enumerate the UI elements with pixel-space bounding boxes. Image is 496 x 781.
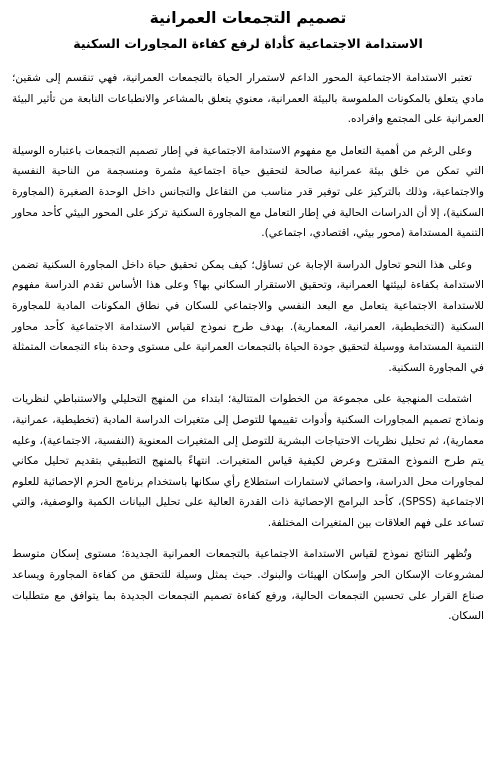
document-subtitle: الاستدامة الاجتماعية كأداة لرفع كفاءة المجاورات السكنية — [73, 36, 423, 51]
document-title: تصميم التجمعات العمرانية — [149, 9, 347, 27]
paragraph-5: وتُظهر النتائج نموذج لقياس الاستدامة الاجتماعية بالتجمعات العمرانية الجديدة؛ مستوى إسكان متوسط لمشروعات الإسكان الحر وإسكان الهيئات والبنوك. حيث يمثل وسيلة للتحقق من كفاءة المجاورة ويساعد صناع القرار على تحسين التجمعات الحالية، ورفع كفاءة تصميم التجمعات الجديدة بما يتوافق مع متطلبات السكان. — [12, 548, 484, 623]
paragraph-3: وعلى هذا النحو تحاول الدراسة الإجابة عن تساؤل؛ كيف يمكن تحقيق حياة داخل المجاورة السكنية تضمن الاستدامة بكفاءة لبيئتها العمرانية، وتحقيق الاستقرار السكاني بها؟ وعلى هذا الأساس تقدم الدراسة مفهوم للاستدامة الاجتماعية يتعامل مع البعد النفسي والاجتماعي للسكان في نطاق المكونات المادية للمجاورة السكنية (التخطيطية، العمرانية، المعمارية). بهدف طرح نموذج لقياس الاستدامة الاجتماعية كأحد محاور التنمية المستدامة ووسيلة لتحقيق جودة الحياة بالتجمعات العمرانية على مستوى وحدة بناء التجمعات المتمثلة في المجاورة السكنية. — [12, 258, 484, 374]
paragraph-2: وعلى الرغم من أهمية التعامل مع مفهوم الاستدامة الاجتماعية في إطار تصميم التجمعات باعتباره الوسيلة التي تمكن من خلق بيئة عمرانية صالحة لتحقيق حياة اجتماعية مثمرة ومنسجمة من الناحية النفسية والاجتماعية، وذلك بالتركيز على توفير قدر مناسب من التفاعل والتجانس داخل الوحدة الصغيرة (المجاورة السكنية)، إلا أن الدراسات الحالية في إطار التعامل مع المجاورة السكنية تركز على المحور البيئي كأحد محاور التنمية المستدامة (محور بيئي، اقتصادي، اجتماعي). — [12, 144, 484, 240]
paragraph-1: تعتبر الاستدامة الاجتماعية المحور الداعم لاستمرار الحياة بالتجمعات العمرانية، فهي تنقسم إلى شقين؛ مادي يتعلق بالمكونات الملموسة بالبيئة العمرانية، معنوي يتعلق بالمشاعر والانطباعات النابعة من تأثير البيئة العمرانية على المجتمع وافراده. — [12, 72, 484, 126]
paragraph-4: اشتملت المنهجية على مجموعة من الخطوات المتتالية؛ ابتداء من المنهج التحليلي والاستنباطي لنظريات ونماذج تصميم المجاورات السكنية وأدوات تقييمها للتوصل إلى متغيرات الدراسة المادية (تخطيطية، عمرانية، معمارية)، ثم تحليل نظريات الاحتياجات البشرية للتوصل إلى المتغيرات المعنوية (النفسية، الاجتماعية)، وعليه يتم طرح النموذج المقترح وعرض لكيفية قياس المتغيرات. انتهاءً بالمنهج التطبيقي بتقديم تحليل مكاني لمجاورات محل الدراسة، واحصائي لاستمارات استطلاع رأي سكانها باستخدام برنامج الحزم الإحصائية للعلوم الاجتماعية (SPSS)، كأحد البرامج الإحصائية ذات القدرة العالية على تحليل البيانات الكمية والوصفية، والتي تساعد على فهم العلاقات بين المتغيرات المختلفة. — [12, 393, 484, 529]
